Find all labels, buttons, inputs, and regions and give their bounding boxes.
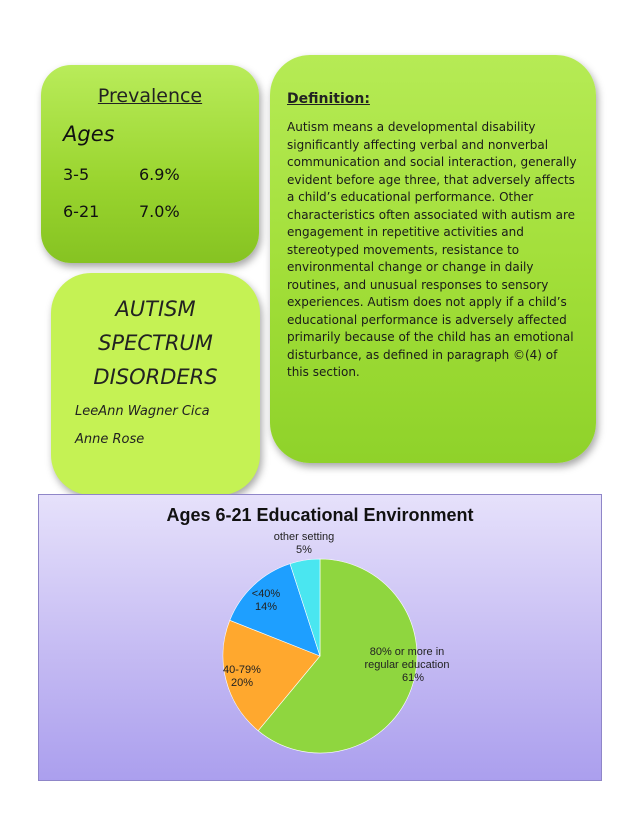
prevalence-age: 3-5 <box>63 165 90 184</box>
definition-text: Autism means a developmental disability significantly affecting verbal and nonverbal communication and social interaction, generally evident before age three, that adversely affects a child’s educational performance. Other characteristics often associated with autism are engagement in repetitive activities and stereotyped movements, resistance to environmental change or change in daily routines, and unusual responses to sensory experiences. Autism does not apply if a child’s educational performance is adversely affected primarily because of the child has an emotional disturbance, as defined in paragraph ©(4) of this section. <box>287 120 577 379</box>
pie-chart <box>39 495 601 780</box>
title-line-2: SPECTRUM <box>98 331 213 355</box>
slice-label: 40-79% <box>223 664 261 676</box>
slice-value-label: 14% <box>254 601 278 613</box>
prevalence-card <box>41 65 259 263</box>
ages-label: Ages <box>63 122 115 146</box>
slice-label: <40% <box>251 588 281 600</box>
author-name: LeeAnn Wagner Cica <box>75 404 210 419</box>
author-name: Anne Rose <box>75 432 145 447</box>
chart-title: Ages 6-21 Educational Environment <box>166 505 474 525</box>
title-card <box>51 273 260 495</box>
prevalence-value: 6.9% <box>139 165 180 184</box>
slice-value-label: 61% <box>401 672 425 684</box>
prevalence-age: 6-21 <box>63 202 100 221</box>
prevalence-row <box>63 165 180 184</box>
slice-value-label: 20% <box>230 677 254 689</box>
pie-chart-panel <box>38 494 602 781</box>
definition-card <box>270 55 596 463</box>
slice-label: 80% or more in <box>369 646 445 658</box>
prevalence-heading: Prevalence <box>97 85 203 107</box>
slice-label: regular education <box>364 659 450 671</box>
title-line-1: AUTISM <box>115 297 196 321</box>
definition-heading: Definition: <box>287 91 370 107</box>
slice-value-label: 5% <box>296 544 312 556</box>
title-line-3: DISORDERS <box>93 365 218 389</box>
slice-label: other setting <box>273 531 335 543</box>
prevalence-row <box>63 202 180 221</box>
prevalence-value: 7.0% <box>139 202 180 221</box>
